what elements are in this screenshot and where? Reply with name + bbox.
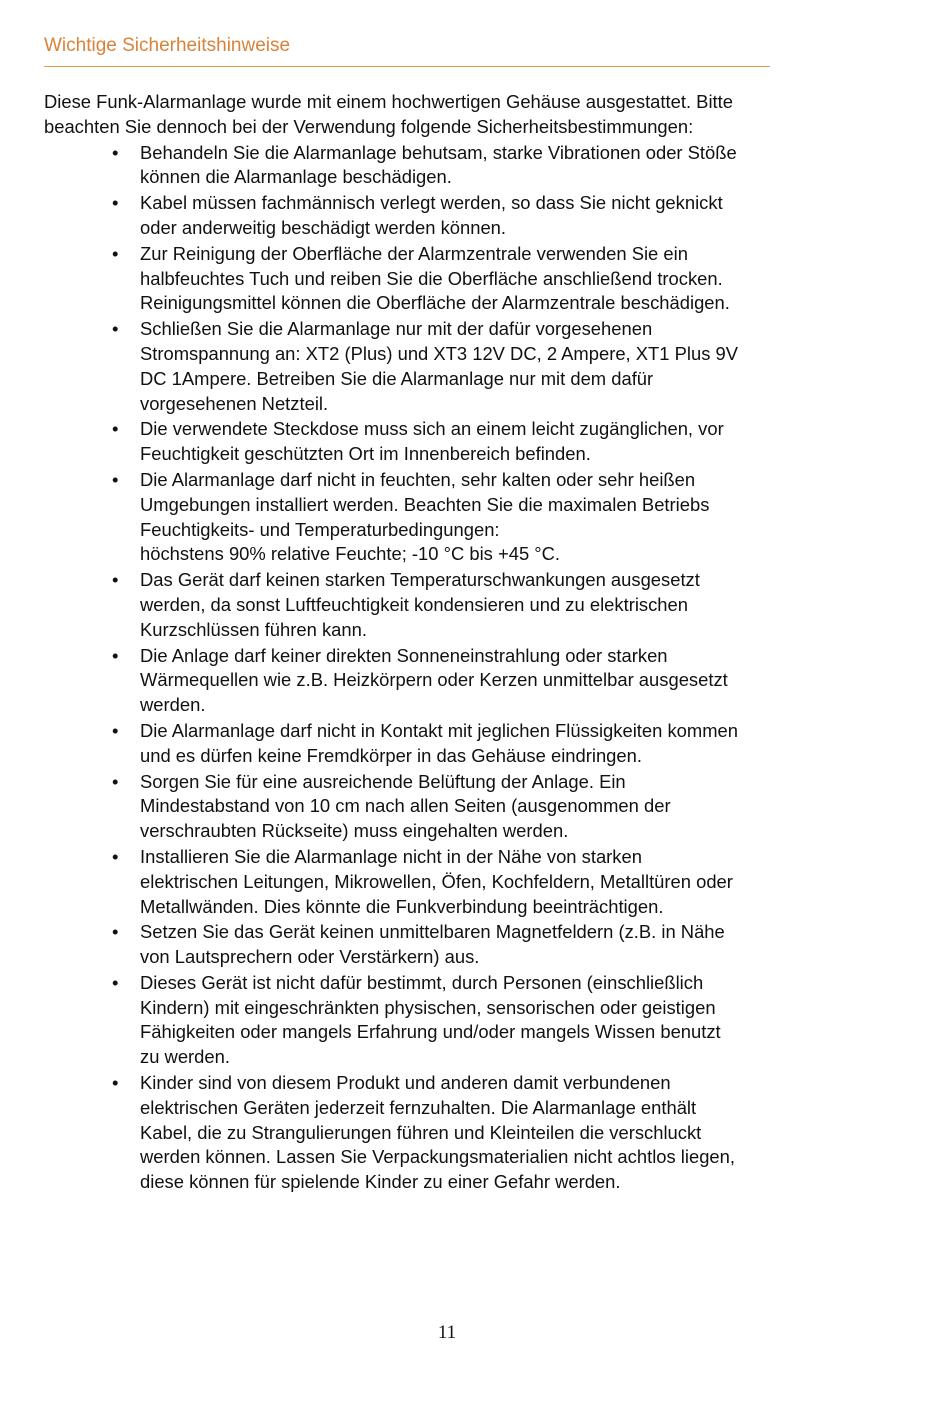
- list-item: [112, 1071, 844, 1195]
- list-item: [112, 417, 844, 467]
- list-item-text: Kinder sind von diesem Produkt und anderen damit verbundenen elektrischen Geräten jederzeit fernzuhalten. Die Alarmanlage enthält Kabel, die zu Strangulierungen führen und Kleinteilen die verschluckt werden können. Lassen Sie Verpackungsmaterialien nicht achtlos liegen, diese können für spielende Kinder zu einer Gefahr werden.: [140, 1072, 736, 1193]
- list-item: [112, 468, 844, 567]
- bullet-icon: •: [112, 141, 119, 163]
- intro-paragraph: Diese Funk-Alarmanlage wurde mit einem hochwertigen Gehäuse ausgestattet. Bitte beachten Sie dennoch bei der Verwendung folgende Sicherheitsbestimmungen:: [44, 91, 733, 137]
- bullet-icon: •: [112, 569, 119, 591]
- list-item-text: Das Gerät darf keinen starken Temperaturschwankungen ausgesetzt werden, da sonst Luftfeuchtigkeit kondensieren und zu elektrischen Kurzschlüssen führen kann.: [140, 569, 700, 640]
- bullet-icon: •: [112, 644, 119, 666]
- bullet-icon: •: [112, 318, 119, 340]
- document-body: [44, 90, 844, 1195]
- list-item-text: Dieses Gerät ist nicht dafür bestimmt, durch Personen (einschließlich Kindern) mit eingeschränkten physischen, sensorischen oder geistigen Fähigkeiten oder mangels Erfahrung und/oder mangels Wissen benutzt zu werden.: [140, 971, 721, 1068]
- page-header: [44, 34, 770, 67]
- page-title: Wichtige Sicherheitshinweise: [44, 35, 291, 56]
- bullet-icon: •: [112, 971, 119, 993]
- bullet-icon: •: [112, 192, 119, 214]
- list-item: [112, 845, 844, 919]
- list-item: [112, 719, 844, 769]
- bullet-icon: •: [112, 845, 119, 867]
- list-item: [112, 920, 844, 970]
- list-item: [112, 644, 844, 718]
- bullet-icon: •: [112, 770, 119, 792]
- list-item: [112, 242, 844, 316]
- bullet-icon: •: [112, 468, 119, 490]
- list-item-text: Die Alarmanlage darf nicht in feuchten, sehr kalten oder sehr heißen Umgebungen installiert werden. Beachten Sie die maximalen Betriebs Feuchtigkeits- und Temperaturbedingungen: höchstens 90% relative Feuchte; -10 °C bis +45 °C.: [140, 468, 710, 565]
- list-item: [112, 317, 844, 416]
- list-item: [112, 141, 844, 191]
- list-item-text: Setzen Sie das Gerät keinen unmittelbaren Magnetfeldern (z.B. in Nähe von Lautsprechern oder Verstärkern) aus.: [140, 921, 725, 968]
- list-item: [112, 971, 844, 1070]
- bullet-icon: •: [112, 1072, 119, 1094]
- list-item-text: Behandeln Sie die Alarmanlage behutsam, starke Vibrationen oder Stöße können die Alarmanlage beschädigen.: [140, 141, 737, 188]
- page-number: 11: [437, 1322, 457, 1343]
- list-item-text: Die Anlage darf keiner direkten Sonneneinstrahlung oder starken Wärmequellen wie z.B. Heizkörpern oder Kerzen unmittelbar ausgesetzt werden.: [140, 644, 728, 716]
- list-item: [112, 770, 844, 844]
- bullet-icon: •: [112, 418, 119, 440]
- list-item-text: Die verwendete Steckdose muss sich an einem leicht zugänglichen, vor Feuchtigkeit geschützten Ort im Innenbereich befinden.: [140, 418, 724, 465]
- list-item: [112, 191, 844, 241]
- list-item-text: Kabel müssen fachmännisch verlegt werden, so dass Sie nicht geknickt oder anderweitig beschädigt werden können.: [140, 192, 723, 238]
- list-item-text: Sorgen Sie für eine ausreichende Belüftung der Anlage. Ein Mindestabstand von 10 cm nach allen Seiten (ausgenommen der verschraubten Rückseite) muss eingehalten werden.: [140, 770, 671, 842]
- list-item-text: Schließen Sie die Alarmanlage nur mit der dafür vorgesehenen Stromspannung an: XT2 (Plus) und XT3 12V DC, 2 Ampere, XT1 Plus 9V DC 1Ampere. Betreiben Sie die Alarmanlage nur mit dem dafür vorgesehenen Netzteil.: [140, 318, 738, 414]
- safety-list: [44, 141, 844, 1195]
- list-item-text: Installieren Sie die Alarmanlage nicht in der Nähe von starken elektrischen Leitungen, Mikrowellen, Öfen, Kochfeldern, Metalltüren oder Metallwänden. Dies könnte die Funkverbindung beeinträchtigen.: [140, 845, 733, 917]
- list-item-text: Die Alarmanlage darf nicht in Kontakt mit jeglichen Flüssigkeiten kommen und es dürfen keine Fremdkörper in das Gehäuse eindringen.: [140, 719, 738, 766]
- list-item: [112, 568, 844, 642]
- bullet-icon: •: [112, 921, 119, 943]
- bullet-icon: •: [112, 242, 119, 264]
- list-item-text: Zur Reinigung der Oberfläche der Alarmzentrale verwenden Sie ein halbfeuchtes Tuch und reiben Sie die Oberfläche anschließend trocken. Reinigungsmittel können die Oberfläche der Alarmzentrale beschädigen.: [140, 242, 730, 314]
- bullet-icon: •: [112, 719, 119, 741]
